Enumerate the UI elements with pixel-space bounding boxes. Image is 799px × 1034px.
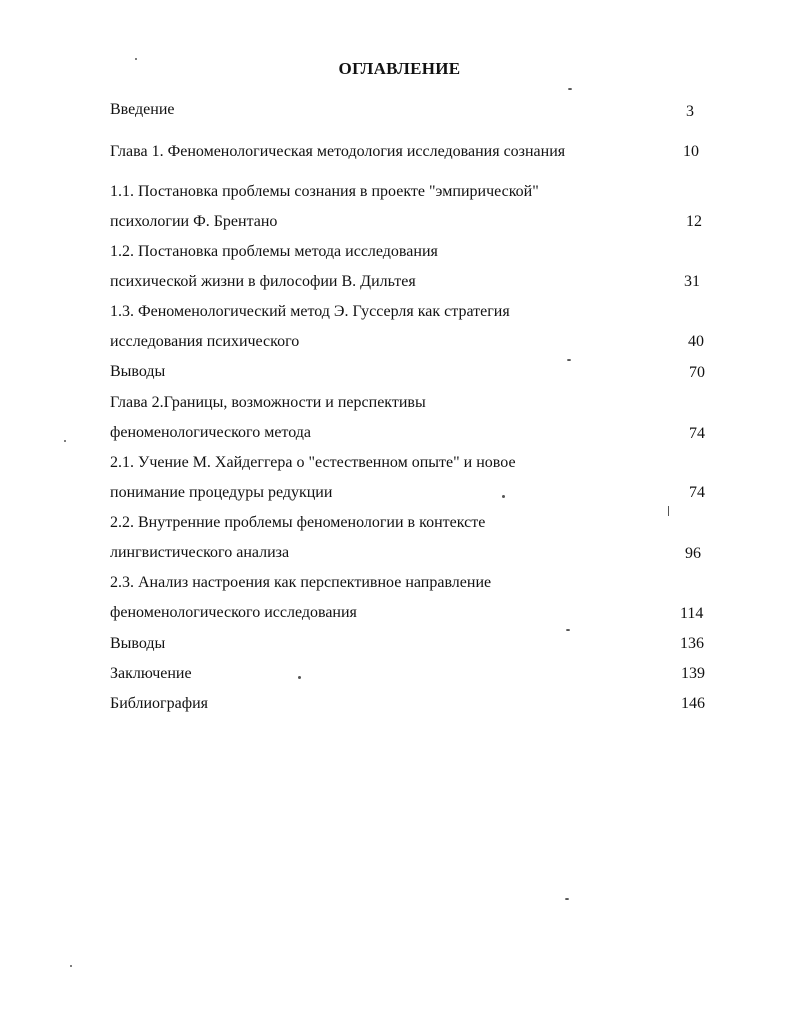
toc-entry-section-2-2-cont: лингвистического анализа [110,544,290,561]
toc-entry-chapter-1: Глава 1. Феноменологическая методология исследования сознания [110,143,566,160]
toc-entry-section-1-3: 1.3. Феноменологический метод Э. Гуссерля как стратегия [110,303,510,320]
scan-speck [135,58,137,60]
toc-entry-conclusion: Заключение [110,665,192,682]
toc-entry-section-1-1: 1.1. Постановка проблемы сознания в проекте "эмпирической" [110,183,539,200]
toc-entry-section-1-1-cont: психологии Ф. Брентано [110,213,278,230]
toc-page-number: 74 [689,425,705,442]
toc-entry-chapter-2: Глава 2.Границы, возможности и перспективы [110,394,426,411]
scan-speck [568,88,572,90]
scan-speck [502,495,505,498]
toc-entry-conclusions-1: Выводы [110,363,166,380]
toc-entry-section-1-2-cont: психической жизни в философии В. Дильтея [110,273,416,290]
scan-speck [566,629,570,631]
scan-speck [70,965,72,967]
scan-speck [668,506,669,516]
toc-entry-section-2-1: 2.1. Учение М. Хайдеггера о "естественном опыте" и новое [110,454,516,471]
scan-speck [64,440,66,442]
toc-page-number: 136 [680,635,704,652]
toc-page-number: 31 [684,273,700,290]
toc-entry-section-2-3-cont: феноменологического исследования [110,604,357,621]
toc-page-number: 70 [689,364,705,381]
toc-page-number: 10 [683,143,699,160]
toc-page-number: 146 [681,695,705,712]
scan-speck [567,359,571,361]
toc-entry-section-2-1-cont: понимание процедуры редукции [110,484,333,501]
toc-entry-chapter-2-cont: феноменологического метода [110,424,311,441]
toc-page-number: 96 [685,545,701,562]
toc-page-number: 114 [680,605,704,622]
scan-speck [298,676,301,679]
toc-entry-section-1-3-cont: исследования психического [110,333,300,350]
toc-entry-introduction: Введение [110,101,175,118]
toc-page-number: 139 [681,665,705,682]
scan-speck [565,898,569,900]
toc-page-number: 12 [686,213,702,230]
toc-entry-section-1-2: 1.2. Постановка проблемы метода исследования [110,243,438,260]
toc-entry-bibliography: Библиография [110,695,208,712]
toc-entry-conclusions-2: Выводы [110,635,166,652]
toc-entry-section-2-3: 2.3. Анализ настроения как перспективное направление [110,574,492,591]
page-title: ОГЛАВЛЕНИЕ [338,59,461,78]
toc-entry-section-2-2: 2.2. Внутренние проблемы феноменологии в контексте [110,514,486,531]
toc-page-number: 40 [688,333,704,350]
toc-page-number: 3 [686,103,694,120]
toc-page-number: 74 [689,484,705,501]
